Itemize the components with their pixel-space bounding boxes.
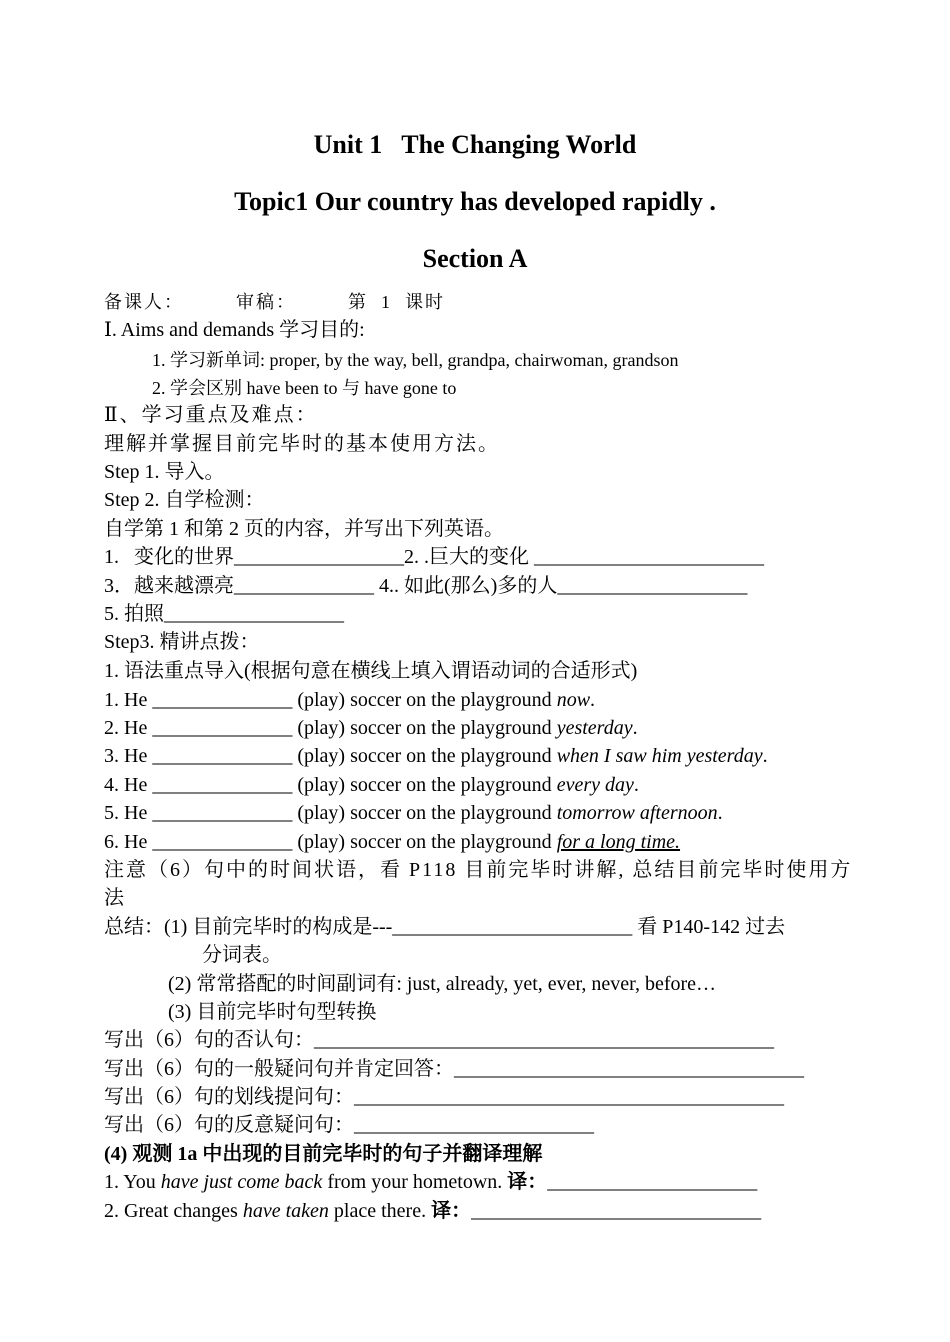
translate-label: 译： [507,1171,548,1193]
vocab-line-2: 3．越来越漂亮______________ 4.. 如此(那么)多的人___________________ [104,575,748,597]
answer-blank: _____________________ [547,1171,758,1193]
vocab-line-3: 5. 拍照__________________ [104,603,344,625]
grammar-intro: 1. 语法重点导入(根据句意在横线上填入谓语动词的合适形式) [104,660,638,682]
key-points-title: Ⅱ、学习重点及难点： [104,404,318,426]
step-1: Step 1. 导入。 [104,461,225,483]
exercise-line [104,742,768,770]
exercise-time: for a long time. [556,831,681,853]
step-2: Step 2. 自学检测： [104,489,265,511]
sentence-text: 1. You [104,1171,161,1193]
observe-sentence-1 [104,1168,757,1196]
exercise-end: . [632,717,638,739]
note-line-2: 法 [104,887,126,909]
exercise-end: . [633,774,639,796]
sentence-text: 2. Great changes [104,1200,243,1222]
summary-line-4: (3) 目前完毕时句型转换 [168,1001,377,1023]
exercise-end: . [762,745,768,767]
section-title: Section A [422,244,528,273]
step-2-description: 自学第 1 和第 2 页的内容，并写出下列英语。 [104,518,504,540]
write-tag-question: 写出（6）句的反意疑问句：________________________ [104,1114,594,1136]
summary-line-1: 总结：(1) 目前完毕时的构成是---________________________ 看 P140-142 过去 [104,916,786,938]
aims-title: Ⅰ. Aims and demands 学习目的: [104,319,365,341]
meta-line: 备课人： 审稿： 第 1 课时 [104,292,445,312]
translate-label: 译： [431,1200,472,1222]
exercise-prefix: 6. He ______________ (play) soccer on the playground [104,831,557,853]
summary-line-3: (2) 常常搭配的时间副词有: just, already, yet, ever, never, before… [168,973,717,995]
exercise-end: . [717,802,723,824]
exercise-prefix: 5. He ______________ (play) soccer on the playground [104,802,557,824]
exercise-prefix: 2. He ______________ (play) soccer on the playground [104,717,557,739]
observe-title: (4) 观测 1a 中出现的目前完毕时的句子并翻译理解 [104,1143,543,1165]
note-line-1: 注意（6）句中的时间状语，看 P118 目前完毕时讲解, 总结目前完毕时使用方 [104,859,853,881]
write-wh-question: 写出（6）句的划线提问句：___________________________________________ [104,1086,784,1108]
sentence-text: place there. [328,1200,432,1222]
write-negative: 写出（6）句的否认句：______________________________________________ [104,1029,774,1051]
exercise-line [104,799,723,827]
exercise-time: tomorrow afternoon [556,802,718,824]
exercise-prefix: 3. He ______________ (play) soccer on the playground [104,745,557,767]
exercise-prefix: 1. He ______________ (play) soccer on the playground [104,689,557,711]
sentence-italic: have taken [242,1200,329,1222]
topic-title: Topic1 Our country has developed rapidly . [234,187,716,216]
key-points-text: 理解并掌握目前完毕时的基本使用方法。 [104,433,500,455]
sentence-italic: have just come back [160,1171,323,1193]
vocab-line-1: 1. 变化的世界_________________2. .巨大的变化 _______________________ [104,546,764,568]
answer-blank: _____________________________ [471,1200,762,1222]
exercise-line [104,828,680,856]
summary-line-2: 分词表。 [202,944,282,966]
exercise-line [104,771,639,799]
observe-sentence-2 [104,1197,761,1225]
exercise-end: . [590,689,596,711]
aims-item-2: 2. 学会区别 have been to 与 have gone to [152,378,457,398]
sentence-text: from your hometown. [322,1171,508,1193]
exercise-line [104,714,638,742]
exercise-time: when I saw him yesterday [556,745,763,767]
write-general-question: 写出（6）句的一般疑问句并肯定回答：___________________________________ [104,1058,804,1080]
unit-title: Unit 1 The Changing World [313,130,637,159]
exercise-time: every day [556,774,634,796]
exercise-line [104,686,595,714]
exercise-prefix: 4. He ______________ (play) soccer on the playground [104,774,557,796]
step-3: Step3. 精讲点拨： [104,631,260,653]
exercise-time: yesterday [556,717,633,739]
aims-item-1: 1. 学习新单词: proper, by the way, bell, grandpa, chairwoman, grandson [152,350,679,370]
exercise-time: now [556,689,591,711]
